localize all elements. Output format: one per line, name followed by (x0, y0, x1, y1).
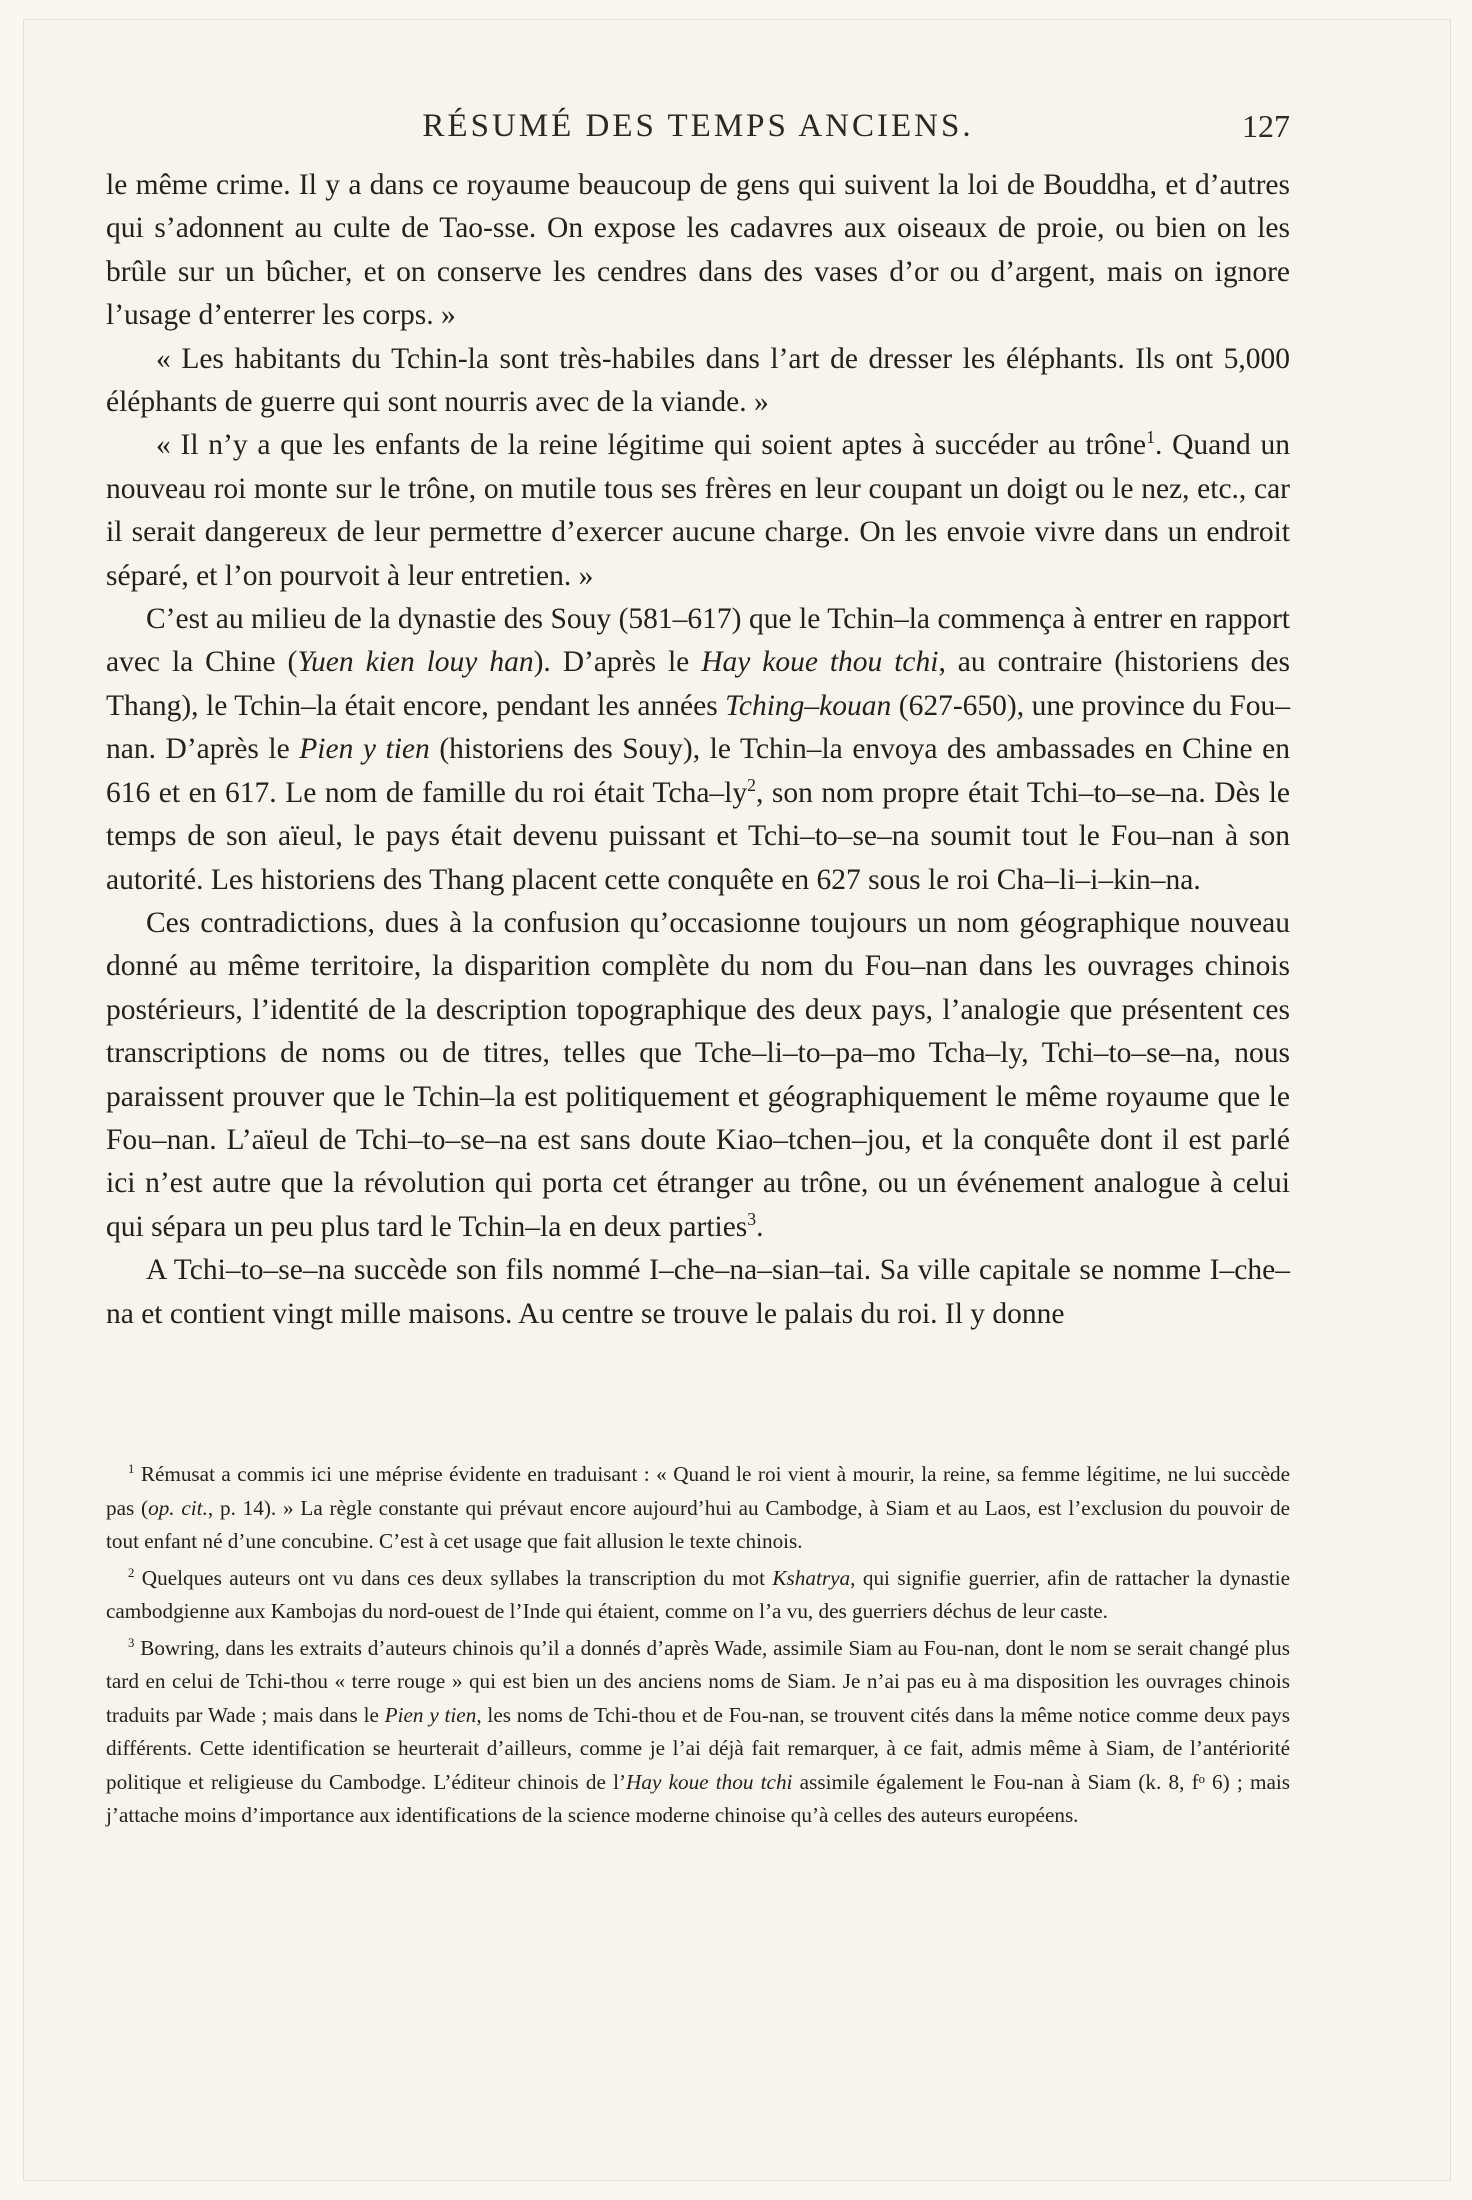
footnote-ref-3[interactable]: 3 (747, 1208, 757, 1229)
paragraph-elephants: « Les habitants du Tchin-la sont très-habiles dans l’art de dresser les éléphants. Ils ont 5,000 éléphants de guerre qui sont nourris avec de la viande. » (106, 342, 1290, 419)
footnote-ref-1[interactable]: 1 (1146, 427, 1155, 448)
paragraph-continuation: le même crime. Il y a dans ce royaume beaucoup de gens qui suivent la loi de Bouddha, et d’autres qui s’adonnent au culte de Tao-sse. On expose les cadavres aux oiseaux de proie, ou bien on les brûle sur un bûcher, et on conserve les cendres dans des vases d’or ou d’argent, mais on ignore l’usage d’enterrer les corps. » (106, 169, 1290, 332)
footnote-2: $^2$ Quelques auteurs ont vu dans ces deux syllabes la transcription du mot Kshatrya, qui signifie guerrier, afin de rattacher la dynastie cambodgienne aux Kambojas du nord-ouest de l’Inde qui étaient, comme on l’a vu, des guerriers déchus de leur caste. (106, 1565, 1290, 1623)
main-text (106, 164, 1290, 1336)
footnote-ref-2[interactable]: 2 (747, 774, 756, 795)
page-number: 127 (1242, 108, 1290, 144)
footnote-1: $^1$ Rémusat a commis ici une méprise évidente en traduisant : « Quand le roi vient à mourir, la reine, sa femme légitime, ne lui succède pas (op. cit., p. 14). » La règle constante qui prévaut encore aujourd’hui au Cambodge, à Siam et au Laos, est l’exclusion du pouvoir de tout enfant né d’une concubine. C’est à cet usage que fait allusion le texte chinois. (106, 1461, 1290, 1553)
paragraph-souy-dynasty: C’est au milieu de la dynastie des Souy (581–617) que le Tchin–la commença à entrer en rapport avec la Chine (Yuen kien louy han). D’après le Hay koue thou tchi, au contraire (historiens des Thang), le Tchin–la était encore, pendant les années Tching–kouan (627-650), une province du Fou–nan. D’après le Pien y tien (historiens des Souy), le Tchin–la envoya des ambassades en Chine en 616 et en 617. Le nom de famille du roi était Tcha–$ly^2$, son nom propre était Tchi–to–se–na. Dès le temps de son aïeul, le pays était devenu puissant et Tchi–to–se–na soumit tout le Fou–nan à son autorité. Les historiens des Thang placent cette conquête en 627 sous le roi Cha–li–i–kin–na. (106, 603, 1291, 896)
footnotes (106, 1458, 1290, 1836)
running-title: RÉSUMÉ DES TEMPS ANCIENS. (422, 108, 974, 144)
paragraph-successor: A Tchi–to–se–na succède son fils nommé I–che–na–sian–tai. Sa ville capitale se nomme I–che–na et contient vingt mille maisons. Au centre se trouve le palais du roi. Il y donne (106, 1254, 1290, 1330)
page-header (106, 108, 1290, 158)
footnote-3: $^3$ Bowring, dans les extraits d’auteurs chinois qu’il a donnés d’après Wade, assimile Siam au Fou-nan, dont le nom se serait changé plus tard en celui de Tchi-thou « terre rouge » qui est bien un des anciens noms de Siam. Je n’ai pas eu à ma disposition les ouvrages chinois traduits par Wade ; mais dans le Pien y tien, les noms de Tchi-thou et de Fou-nan, se trouvent cités dans la même notice comme deux pays différents. Cette identification se heurterait d’ailleurs, comme je l’ai déjà fait remarquer, à ce fait, admis même à Siam, de l’antériorité politique et religieuse du Cambodge. L’éditeur chinois de l’Hay koue thou tchi assimile également le Fou-nan à Siam (k. 8, fᵒ 6) ; mais j’attache moins d’importance aux identifications de la science moderne chinoise qu’à celles des auteurs européens. (106, 1635, 1291, 1827)
paragraph-succession: « Il n’y a que les enfants de la reine légitime qui soient aptes à succéder au trône$^1$. Quand un nouveau roi monte sur le trône, on mutile tous ses frères en leur coupant un doigt ou le nez, etc., car il serait dangereux de leur permettre d’exercer aucune charge. On les envoie vivre dans un endroit séparé, et l’on pourvoit à leur entretien. » (106, 427, 1290, 592)
paragraph-contradictions: Ces contradictions, dues à la confusion qu’occasionne toujours un nom géographique nouveau donné au même territoire, la disparition complète du nom du Fou–nan dans les ouvrages chinois postérieurs, l’identité de la description topographique des deux pays, l’analogie que présentent ces transcriptions de noms ou de titres, telles que Tche–li–to–pa–mo Tcha–ly, Tchi–to–se–na, nous paraissent prouver que le Tchin–la est politiquement et géographiquement le même royaume que le Fou–nan. L’aïeul de Tchi–to–se–na est sans doute Kiao–tchen–jou, et la conquête dont il est parlé ici n’est autre que la révolution qui porta cet étranger au trône, ou un événement analogue à celui qui sépara un peu plus tard le Tchin–la en deux parties$^3$. (106, 906, 1290, 1243)
